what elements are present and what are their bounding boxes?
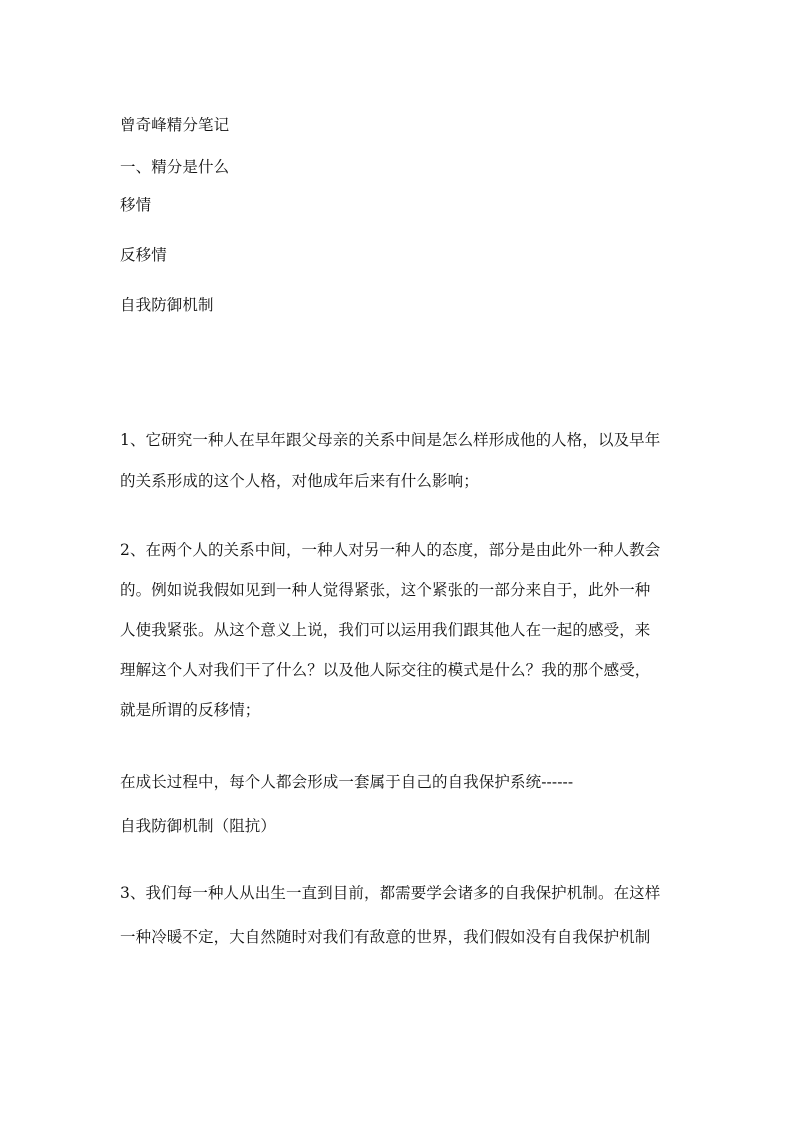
- paragraph-line: 2、在两个人的关系中间，一种人对另一种人的态度，部分是由此外一种人教会: [120, 541, 661, 559]
- paragraph-line: 的。例如说我假如见到一种人觉得紧张，这个紧张的一部分来自于，此外一种: [120, 581, 651, 599]
- paragraph-line: 一种冷暖不定，大自然随时对我们有敌意的世界，我们假如没有自我保护机制: [120, 928, 651, 946]
- paragraph-line: 的关系形成的这个人格，对他成年后来有什么影响；: [120, 472, 479, 490]
- note-line: 在成长过程中，每个人都会形成一套属于自己的自我保护系统------: [120, 773, 574, 791]
- term-transference: 移情: [120, 196, 152, 214]
- document-title: 曾奇峰精分笔记: [120, 116, 230, 134]
- paragraph-line: 3、我们每一种人从出生一直到目前，都需要学会诸多的自我保护机制。在这样: [120, 884, 661, 902]
- note-line: 自我防御机制（阻抗）: [120, 817, 277, 835]
- term-defense-mechanism: 自我防御机制: [120, 296, 214, 314]
- section-heading: 一、精分是什么: [120, 158, 230, 176]
- paragraph-line: 1、它研究一种人在早年跟父母亲的关系中间是怎么样形成他的人格，以及早年: [120, 431, 661, 449]
- paragraph-line: 理解这个人对我们干了什么？以及他人际交往的模式是什么？我的那个感受，: [120, 661, 651, 679]
- term-countertransference: 反移情: [120, 246, 167, 264]
- paragraph-line: 人使我紧张。从这个意义上说，我们可以运用我们跟其他人在一起的感受，来: [120, 621, 651, 639]
- paragraph-line: 就是所谓的反移情；: [120, 701, 261, 719]
